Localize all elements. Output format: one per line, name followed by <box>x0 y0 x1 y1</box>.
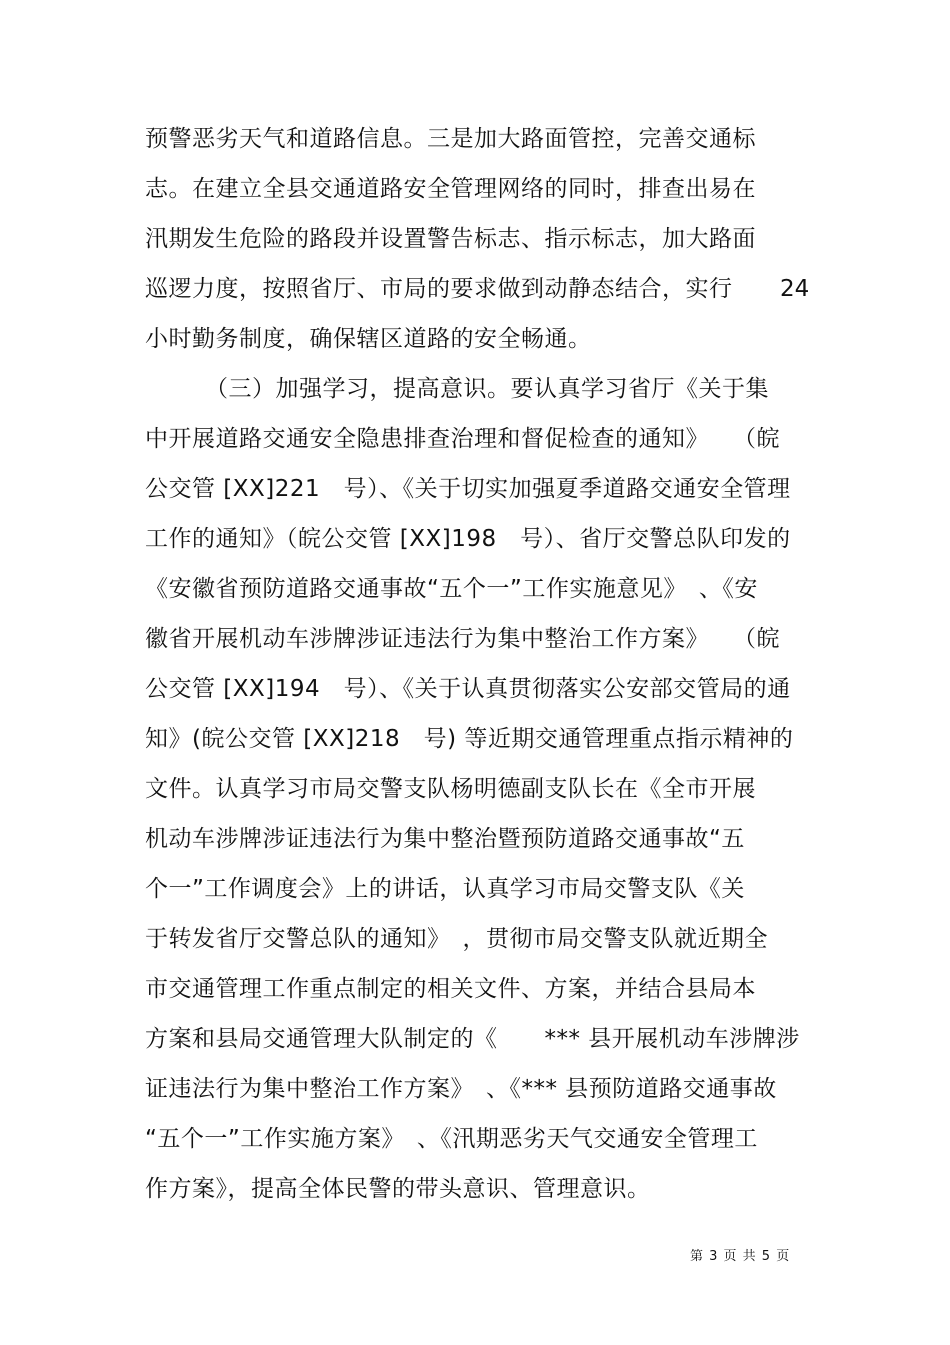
paragraph-line: 中开展道路交通安全隐患排查治理和督促检查的通知》 （皖 <box>145 426 780 452</box>
paragraph-line: 预警恶劣天气和道路信息。三是加大路面管控，完善交通标 <box>145 126 756 152</box>
paragraph-line: 《安徽省预防道路交通事故“五个一”工作实施意见》 、《安 <box>145 576 758 602</box>
hours-number: 24 <box>780 276 810 302</box>
paragraph-line: 证违法行为集中整治工作方案》 、《*** 县预防道路交通事故 <box>145 1076 777 1102</box>
paragraph-line: 徽省开展机动车涉牌涉证违法行为集中整治工作方案》 （皖 <box>145 626 780 652</box>
paragraph-line: 市交通管理工作重点制定的相关文件、方案，并结合县局本 <box>145 976 756 1002</box>
paragraph-line: 小时勤务制度，确保辖区道路的安全畅通。 <box>145 326 592 352</box>
paragraph-line: 汛期发生危险的路段并设置警告标志、指示标志，加大路面 <box>145 226 756 252</box>
section-heading-line: （三）加强学习，提高意识。要认真学习省厅《关于集 <box>205 376 769 402</box>
paragraph-line: 公交管 [XX]221 号）、《关于切实加强夏季道路交通安全管理 <box>145 476 791 502</box>
paragraph-line: 文件。认真学习市局交警支队杨明德副支队长在《全市开展 <box>145 776 756 802</box>
paragraph-line: 志。在建立全县交通道路安全管理网络的同时，排查出易在 <box>145 176 756 202</box>
paragraph-line: 知》(皖公交管 [XX]218 号) 等近期交通管理重点指示精神的 <box>145 726 794 752</box>
paragraph-line: 作方案》，提高全体民警的带头意识、管理意识。 <box>145 1176 651 1202</box>
paragraph-line: “五个一”工作实施方案》 、《汛期恶劣天气交通安全管理工 <box>145 1126 758 1152</box>
paragraph-line: 方案和县局交通管理大队制定的《 *** 县开展机动车涉牌涉 <box>145 1026 800 1052</box>
paragraph-line: 巡逻力度，按照省厅、市局的要求做到动静态结合，实行 <box>145 276 733 302</box>
paragraph-line: 于转发省厅交警总队的通知》 ，贯彻市局交警支队就近期全 <box>145 926 768 952</box>
page-number: 第 3 页 共 5 页 <box>690 1249 791 1264</box>
paragraph-line: 个一”工作调度会》上的讲话，认真学习市局交警支队《关 <box>145 876 745 902</box>
paragraph-line: 公交管 [XX]194 号）、《关于认真贯彻落实公安部交管局的通 <box>145 676 791 702</box>
paragraph-line: 机动车涉牌涉证违法行为集中整治暨预防道路交通事故“五 <box>145 826 745 852</box>
paragraph-line: 工作的通知》（皖公交管 [XX]198 号）、省厅交警总队印发的 <box>145 526 791 552</box>
